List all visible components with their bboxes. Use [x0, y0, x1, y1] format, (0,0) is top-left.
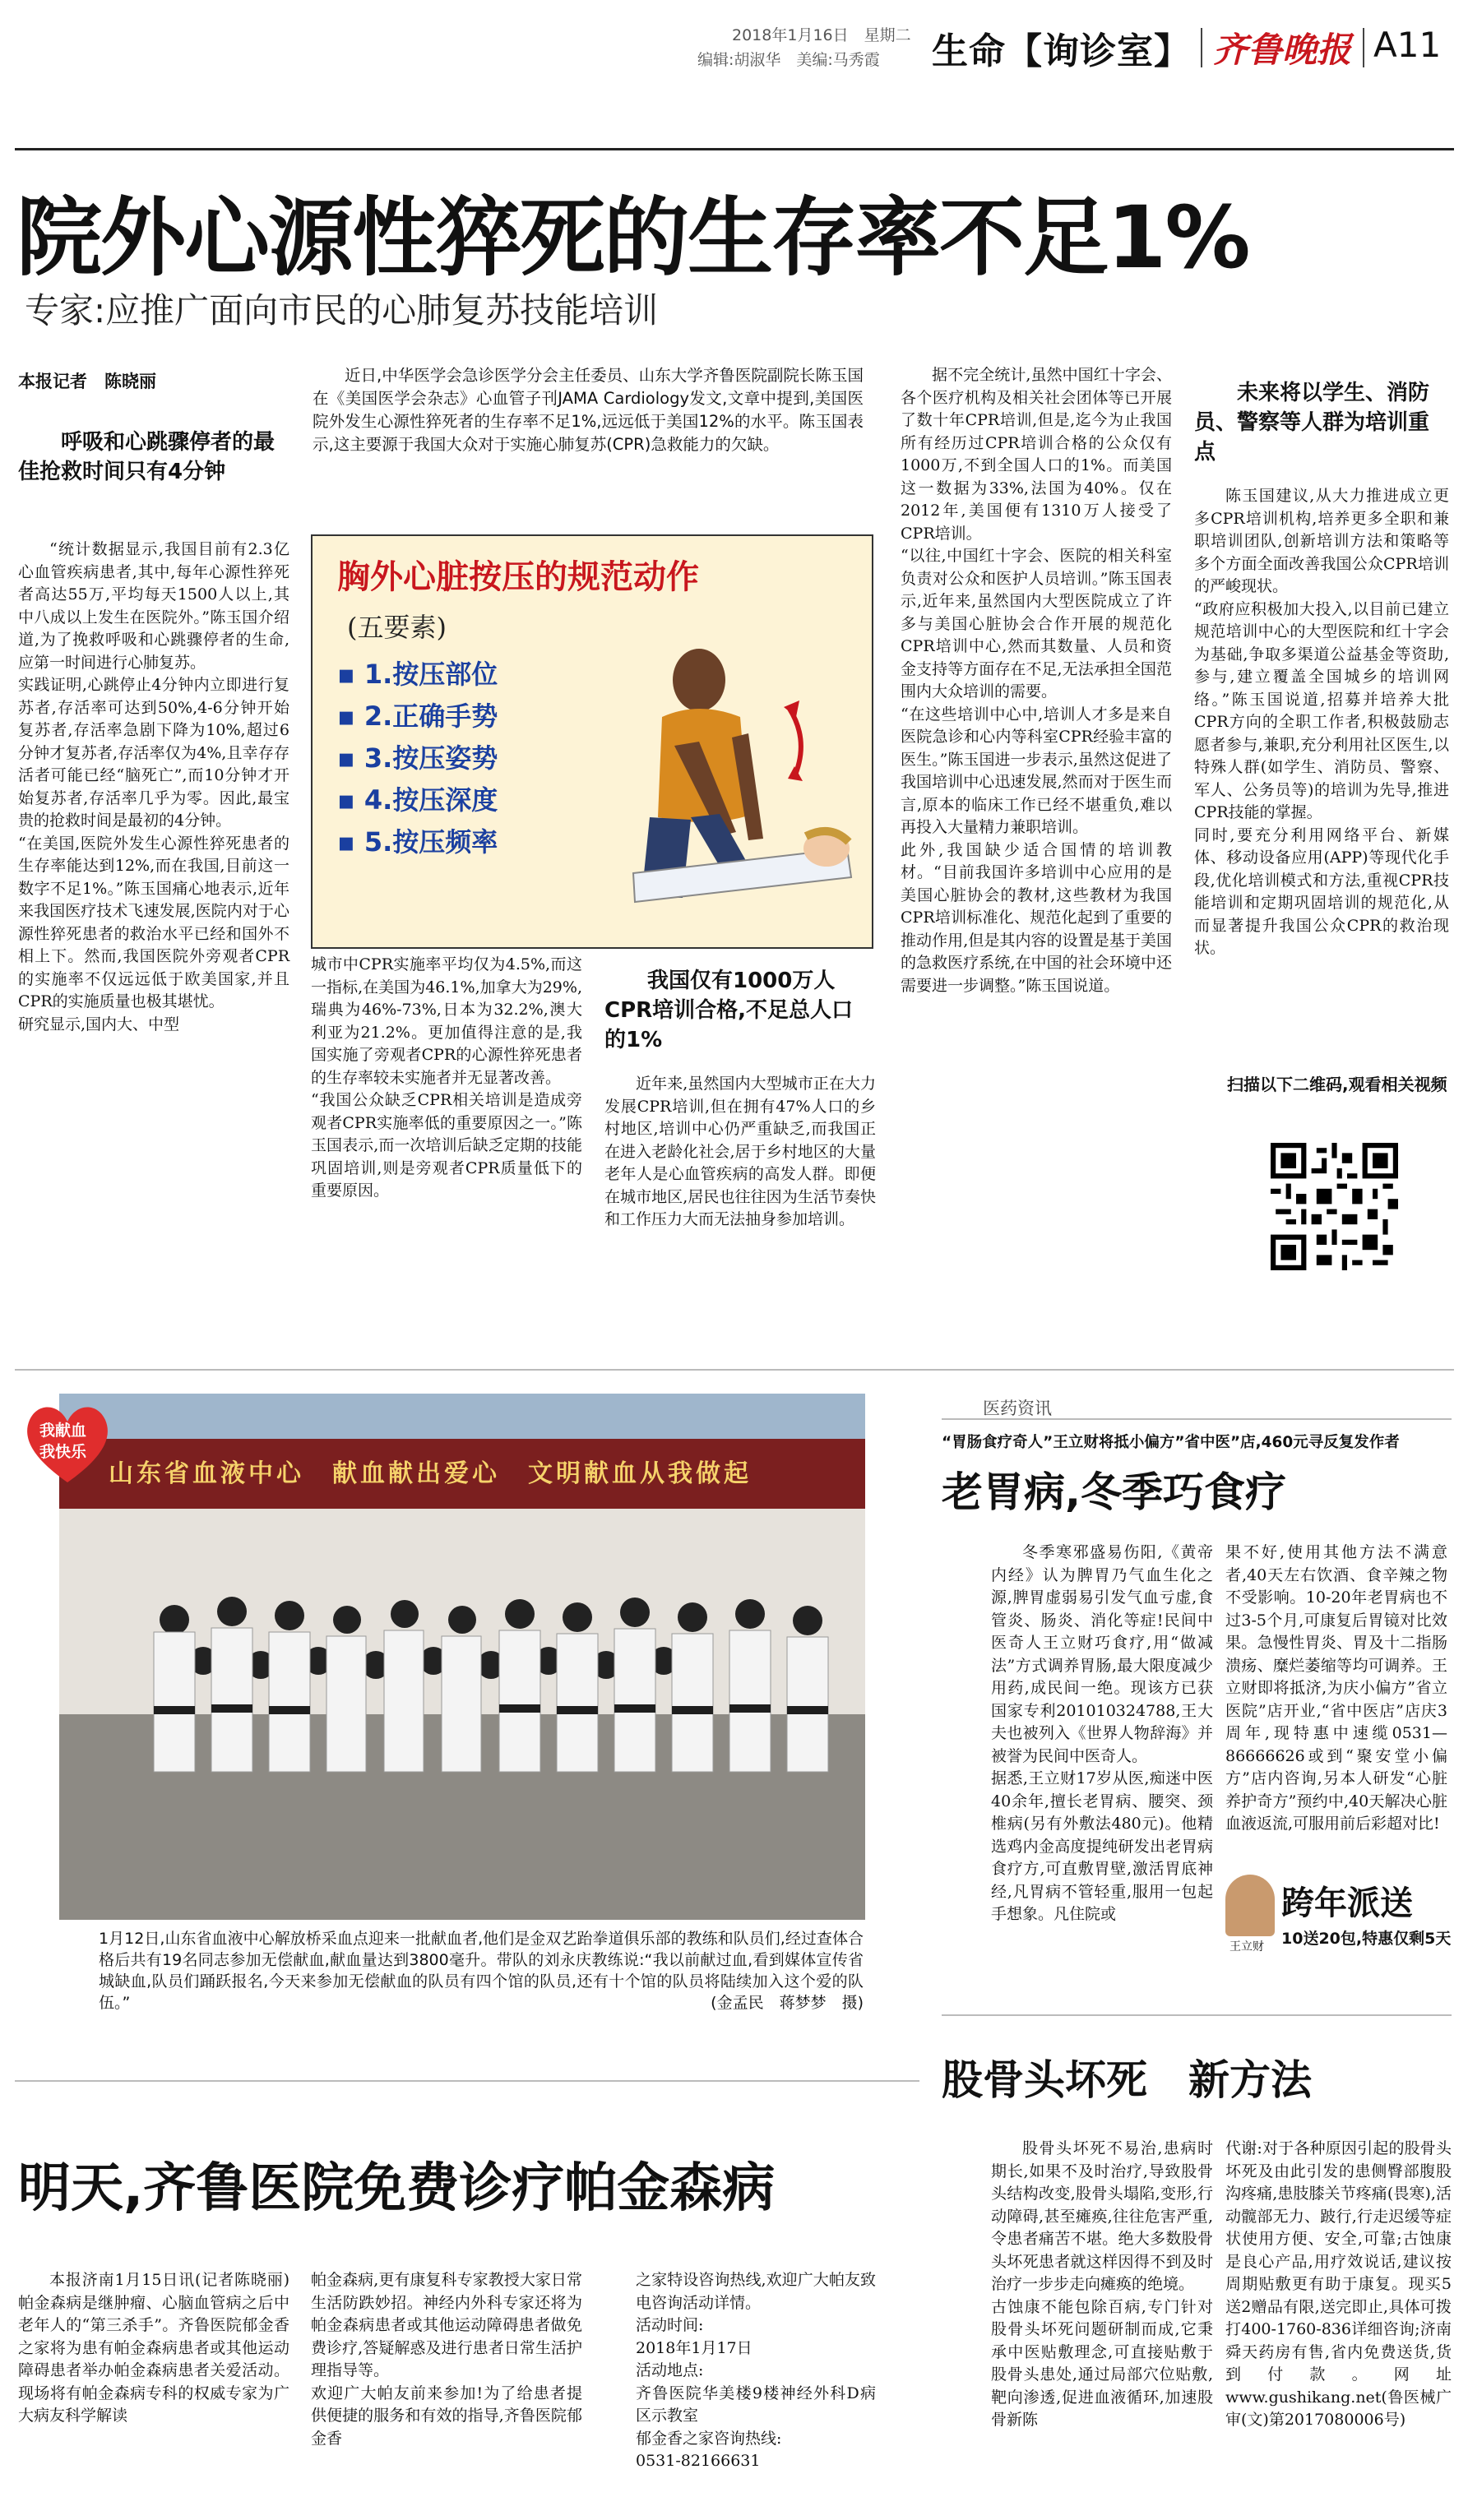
- promo-box: [1225, 1870, 1452, 1961]
- femur-column-1: [991, 2138, 1213, 2508]
- photo-caption: 1月12日,山东省血液中心解放桥采血点迎来一批献血者,他们是金双艺跆拳道俱乐部的教练和队员们,经过查体合格后共有19名同志参加无偿献血,献血量达到3800毫升。带队的刘永庆教练说:“我以前献过血,看到媒体宣传省城缺血,队员们踊跃报名,今天来参加无偿献血的队员有四个馆的队员,还有十个馆的队员将陆续加入这个爱的队伍。” (金孟民 蒋梦梦 摄): [99, 1930, 864, 2012]
- header-editors: 编辑:胡淑华 美编:马秀霞: [697, 51, 880, 69]
- promo-title: 跨年派送: [1281, 1884, 1413, 1922]
- article-column-3-text: 近年来,虽然国内大型城市正在大力发展CPR培训,但在拥有47%人口的乡村地区,培训中心仍严重缺乏,而我国正在进入老龄化社会,居于乡村地区的大量老年人是心血管疾病的高发人群。即便在城市地区,居民也往往因为生活节奏快和工作压力大而无法抽身参加培训。: [604, 1075, 876, 1228]
- article-column-1: [18, 539, 289, 1320]
- header-page-number: A11: [1373, 25, 1442, 65]
- main-subhead: 专家:应推广面向市民的心肺复苏技能培训: [25, 290, 659, 331]
- cpr-illustration: [584, 602, 864, 939]
- ad-column-2: [1225, 1542, 1447, 1862]
- section-title-future-focus: 未来将以学生、消防员、警察等人群为培训重点: [1194, 381, 1430, 465]
- section-title-rescue-time: 呼吸和心跳骤停者的最佳抢救时间只有4分钟: [18, 430, 276, 484]
- qr-code-pattern: [1271, 1143, 1398, 1270]
- blood-donation-block: [18, 1394, 865, 2043]
- promo-subtitle: 10送20包,特惠仅剩5天: [1281, 1930, 1452, 1948]
- ad-column-1: [991, 1542, 1213, 1961]
- bottom-column-1: [18, 2269, 306, 2508]
- article-column-5: [1194, 485, 1449, 1061]
- cpr-item-2: ▪ 2.正确手势: [337, 701, 498, 732]
- article-column-1-text: “统计数据显示,我国目前有2.3亿心血管疾病患者,其中,每年心源性猝死者高达55万,平均每天1500人以上,其中八成以上发生在医院外。”陈玉国介绍道,为了挽救呼吸和心跳骤停者的生命,应第一时间进行心肺复苏。 实践证明,心跳停止4分钟内立即进行复苏者,存活率可达到50%,4-6分钟开始复苏者,存活率急剧下降为10%,超过6分钟才复苏者,存活率仅为4%,且幸存存活者可能已经“脑死亡”,而10分钟才开始复苏者,存活率几乎为零。因此,最宝贵的抢救时间是最初的4分钟。 “在美国,医院外发生心源性猝死患者的生存率能达到12%,而在我国,目前这一数字不足1%。”陈玉国痛心地表示,近年来我国医疗技术飞速发展,医院内对于心源性猝死患者的救治水平已经和国外不相上下。然而,我国医院外旁观者CPR的实施率不仅远远低于欧美国家,并且CPR的实施质量也极其堪忧。 研究显示,国内大、中型: [18, 540, 289, 1033]
- article-column-3: [604, 1073, 876, 1320]
- stomach-ad: [942, 1394, 1452, 1994]
- article-column-4: [901, 364, 1172, 1320]
- femur-headline: 股骨头坏死 新方法: [942, 2056, 1312, 2104]
- lead-paragraph: 近日,中华医学会急诊医学分会主任委员、山东大学齐鲁医院副院长陈玉国在《美国医学会杂志》心血管子刊JAMA Cardiology发文,文章中提到,美国医院外发生心源性猝死者的生存率不足1%,远远低于美国12%的水平。陈玉国表示,这主要源于我国大众对于实施心肺复苏(CPR)急救能力的欠缺。: [313, 366, 864, 454]
- cpr-item-1: ▪ 1.按压部位: [337, 659, 498, 690]
- cpr-figure-subtitle: (五要素): [347, 612, 447, 643]
- section-rule: [15, 1369, 1454, 1371]
- qr-code[interactable]: [1271, 1143, 1398, 1270]
- promo-name: 王立财: [1230, 1940, 1264, 1954]
- cpr-figure-title: 胸外心脏按压的规范动作: [337, 558, 699, 596]
- header-date: 2018年1月16日 星期二: [732, 26, 911, 44]
- bottom-rule: [15, 2080, 919, 2082]
- ad-tag-bar: [942, 1394, 1452, 1420]
- article-column-2-text: 城市中CPR实施率平均仅为4.5%,而这一指标,在美国为46.1%,加拿大为29%,瑞典为46%-73%,日本为32.2%,澳大利亚为21.2%。更加值得注意的是,我国实施了旁观者CPR的心源性猝死患者的生存率较未实施者并无显著改善。 “我国公众缺乏CPR相关培训是造成旁观者CPR实施率低的重要原因之一。”陈玉国表示,而一次培训后缺乏定期的技能巩固培训,则是旁观者CPR质量低下的重要原因。: [311, 955, 582, 1200]
- femur-column-2: [1225, 2138, 1452, 2508]
- header-section: 生命【询诊室】: [932, 30, 1191, 72]
- bottom-column-2: [311, 2269, 582, 2508]
- qr-caption: 扫描以下二维码,观看相关视频: [1227, 1075, 1447, 1094]
- cpr-item-5: ▪ 5.按压频率: [337, 826, 498, 858]
- section-title-training-rate: 我国仅有1000万人CPR培训合格,不足总人口的1%: [604, 969, 854, 1052]
- byline: 本报记者 陈晓丽: [18, 372, 156, 391]
- ad-rule: [942, 2014, 1452, 2016]
- article-column-2: [311, 954, 582, 1320]
- article-column-5-text: 陈玉国建议,从大力推进成立更多CPR培训机构,培养更多全职和兼职培训团队,创新培训方法和策略等多个方面全面改善我国公众CPR培训的严峻现状。 “政府应积极加大投入,以目前已建立规范培训中心的大型医院和红十字会为基础,争取多渠道公益基金等资助,参与,建立覆盖全国城乡的培训网络。”陈玉国说道,招募并培养大批CPR方向的全职工作者,积极鼓励志愿者参与,兼职,充分利用社区医生,以特殊人群(如学生、消防员、警察、军人、公务员等)的培训为先导,推进CPR技能的掌握。 同时,要充分利用网络平台、新媒体、移动设备应用(APP)等现代化手段,优化培训模式和方法,重视CPR技能培训和定期巩固培训的规范化,从而显著提升我国公众CPR的救治现状。: [1194, 487, 1449, 957]
- bottom-column-1-text: 本报济南1月15日讯(记者陈晓丽) 帕金森病是继肿瘤、心脑血管病之后中老年人的“第三杀手”。齐鲁医院郁金香之家将为患有帕金森病患者或其他运动障碍患者举办帕金森病患者关爱活动。现场将有帕金森病专科的权威专家为广大病友科学解读: [18, 2271, 306, 2425]
- doctor-portrait: [1225, 1875, 1275, 1936]
- article-column-4-text: 据不完全统计,虽然中国红十字会、各个医疗机构及相关社会团体等已开展了数十年CPR培训,但是,迄今为止我国所有经历过CPR培训合格的公众仅有1000万,不到全国人口的1%。而美国这一数据为33%,法国为40%。仅在2012年,美国便有1310万人接受了CPR培训。 “以往,中国红十字会、医院的相关科室负责对公众和医护人员培训。”陈玉国表示,近年来,虽然国内大型医院成立了许多与美国心脏协会合作开展的规范化CPR培训中心,然而其数量、人员和资金支持等方面存在不足,无法承担全国范围内大众培训的需要。 “在这些培训中心中,培训人才多是来自医院急诊和心内等科室CPR经验丰富的医生。”陈玉国进一步表示,虽然这促进了我国培训中心迅速发展,然而对于医生而言,原本的临床工作已经不堪重负,难以再投入大量精力兼职培训。 此外,我国缺少适合国情的培训教材。“目前我国许多培训中心应用的是美国心脏协会的教材,这些教材为我国CPR培训标准化、规范化起到了重要的推动作用,但是其内容的设置是基于美国的急救医疗系统,在中国的社会环境中还需要进一步调整。”陈玉国说道。: [901, 366, 1172, 995]
- ad-column-1-text: 冬季寒邪盛易伤阳,《黄帝内经》认为脾胃乃气血生化之源,脾胃虚弱易引发气血亏虚,食管炎、肠炎、消化等症!民间中医奇人王立财巧食疗,用“做减法”方式调养胃肠,最大限度减少用药,成民间一绝。现该方已获国家专利201010324788,王大夫也被列入《世界人物辞海》并被誉为民间中医奇人。 据悉,王立财17岁从医,痴迷中医40余年,擅长老胃病、腰突、颈椎病(另有外敷法480元)。他精选鸡内金高度提纯研发出老胃病食疗方,可直敷胃壁,激活胃底神经,凡胃病不管轻重,服用一包起手想象。凡住院或: [991, 1543, 1213, 1923]
- cpr-item-3: ▪ 3.按压姿势: [337, 742, 498, 774]
- main-headline: 院外心源性猝死的生存率不足1%: [16, 187, 1249, 288]
- ad-kicker: “胃肠食疗奇人”王立财将抵小偏方”省中医”店,460元寻反复发作者: [942, 1434, 1400, 1451]
- femur-column-2-text: 代谢:对于各种原因引起的股骨头坏死及由此引发的患侧臀部腹股沟疼痛,患肢膝关节疼痛(畏寒),活动髋部无力、跛行,行走迟缓等症状使用方便、安全,可靠;古蚀康是良心产品,用疗效说话,建议按周期贴敷更有助于康复。现买5送2赠品有限,送完即止,具体可拨打400-1760-836详细咨询;济南舜天药房有售,省内免费送货,货到付款。网址www.gushikang.net(鲁医械广审(文)第2017080006号): [1225, 2139, 1452, 2429]
- ad-tag: 医药资讯: [983, 1399, 1052, 1418]
- femur-column-1-text: 股骨头坏死不易治,患病时期长,如果不及时治疗,导致股骨头结构改变,股骨头塌陷,变形,行动障碍,甚至瘫痪,往往危害严重,令患者痛苦不堪。绝大多数股骨头坏死患者就这样因得不到及时治疗一步步走向瘫痪的绝境。 古蚀康不能包除百病,专门针对股骨头坏死问题研制而成,它秉承中医贴敷理念,可直接贴敷于股骨头患处,通过局部穴位贴敷,靶向渗透,促进血液循环,加速股骨新陈: [991, 2139, 1213, 2429]
- bottom-column-2-text: 帕金森病,更有康复科专家教授大家日常生活防跌妙招。神经内外科专家还将为帕金森病患者或其他运动障碍患者做免费诊疗,答疑解惑及进行患者日常生活护理指导等。 欢迎广大帕友前来参加!为了给患者提供便捷的服务和有效的指导,齐鲁医院郁金香: [311, 2271, 582, 2448]
- header-divider-2: [1363, 28, 1364, 67]
- banner-text: 山东省血液中心 献血献出爱心 文明献血从我做起: [109, 1459, 752, 1488]
- cpr-figure: [311, 534, 873, 949]
- bottom-headline: 明天,齐鲁医院免费诊疗帕金森病: [18, 2158, 776, 2219]
- femur-ad: [942, 2047, 1452, 2508]
- cpr-item-4: ▪ 4.按压深度: [337, 784, 498, 816]
- header-paper-logo: 齐鲁晚报: [1213, 30, 1352, 70]
- badge-line-1: 我献血: [39, 1422, 87, 1440]
- bottom-column-3-text: 之家特设咨询热线,欢迎广大帕友致电咨询活动详情。 活动时间: 2018年1月17日 活动地点: 齐鲁医院华美楼9楼神经外科D病区示教室 郁金香之家咨询热线: 0531-82166631: [636, 2271, 876, 2470]
- donation-badge: [18, 1394, 117, 1492]
- badge-line-2: 我快乐: [39, 1443, 87, 1461]
- bottom-column-3: [604, 2269, 876, 2508]
- header-divider: [1201, 28, 1202, 67]
- header-rule: [15, 148, 1454, 150]
- ad-headline: 老胃病,冬季巧食疗: [942, 1468, 1286, 1516]
- team-photo: [59, 1394, 865, 1920]
- ad-column-2-text: 果不好,使用其他方法不满意者,40天左右饮酒、食辛辣之物不受影响。10-20年老胃病也不过3-5个月,可康复后胃镜对比效果。急慢性胃炎、胃及十二指肠溃疡、糜烂萎缩等均可调养。王立财即将抵济,为庆小偏方”省立医院”店开业,“省中医店”店庆3周年,现特惠中速缆0531—86666626或到“聚安堂小偏方”店内咨询,另本人研发“心脏养护奇方”预约中,40天解决心脏血液返流,可服用前后彩超对比!: [1225, 1543, 1447, 1833]
- photo-credit: (金孟民 蒋梦梦 摄): [711, 1994, 864, 2012]
